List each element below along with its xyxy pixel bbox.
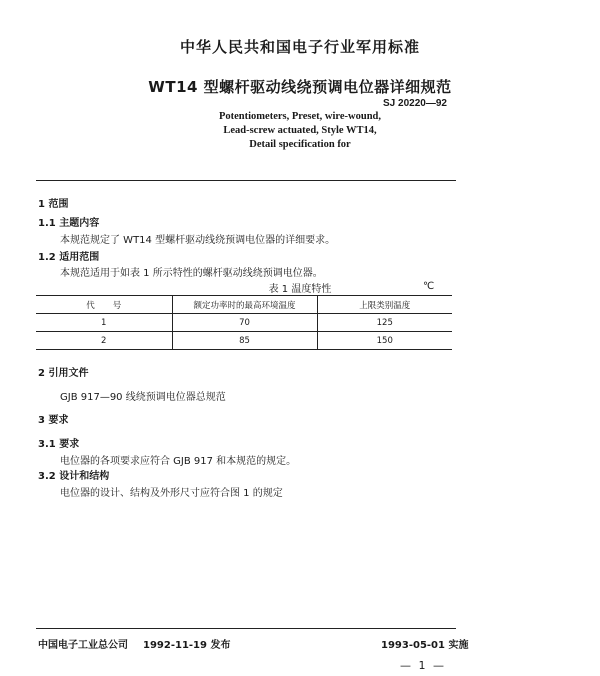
section-3-2-body: 电位器的设计、结构及外形尺寸应符合图 1 的规定 bbox=[60, 488, 283, 499]
standard-code: SJ 20220—92 bbox=[383, 98, 447, 109]
table-cell: 70 bbox=[172, 314, 317, 332]
issue-date: 1992-11-19 发布 bbox=[143, 640, 231, 651]
table-cell: 1 bbox=[36, 314, 172, 332]
table-row bbox=[36, 314, 452, 332]
footer-divider bbox=[36, 628, 456, 629]
table-cell: 85 bbox=[172, 332, 317, 350]
english-title-line-2: Lead-screw actuated, Style WT14, bbox=[223, 125, 377, 136]
section-2-body: GJB 917—90 线绕预调电位器总规范 bbox=[60, 392, 226, 403]
publisher: 中国电子工业总公司 bbox=[38, 640, 128, 651]
standard-type: 中华人民共和国电子行业军用标准 bbox=[179, 38, 420, 56]
section-3-1-body: 电位器的各项要求应符合 GJB 917 和本规范的规定。 bbox=[60, 456, 297, 467]
page-number: — 1 — bbox=[400, 659, 446, 672]
table-header-upper-category-temp: 上限类别温度 bbox=[317, 296, 452, 314]
section-1-1-body: 本规范规定了 WT14 型螺杆驱动线绕预调电位器的详细要求。 bbox=[60, 235, 336, 246]
table-cell: 150 bbox=[317, 332, 452, 350]
section-3-heading: 3 要求 bbox=[38, 415, 69, 426]
section-3-2-heading: 3.2 设计和结构 bbox=[38, 471, 110, 482]
table-header-max-ambient-temp: 额定功率时的最高环境温度 bbox=[172, 296, 317, 314]
table-header-code: 代号 bbox=[36, 296, 172, 314]
table-cell: 125 bbox=[317, 314, 452, 332]
section-2-heading: 2 引用文件 bbox=[38, 368, 89, 379]
table-header-row bbox=[36, 296, 452, 314]
section-1-1-heading: 1.1 主题内容 bbox=[38, 218, 100, 229]
english-title-line-1: Potentiometers, Preset, wire-wound, bbox=[218, 111, 382, 122]
effective-date: 1993-05-01 实施 bbox=[381, 640, 469, 651]
section-1-heading: 1 范围 bbox=[38, 199, 69, 210]
section-1-2-heading: 1.2 适用范围 bbox=[38, 252, 100, 263]
table-caption: 表 1 温度特性 bbox=[268, 284, 332, 295]
temperature-table bbox=[36, 295, 452, 350]
section-1-2-body: 本规范适用于如表 1 所示特性的螺杆驱动线绕预调电位器。 bbox=[60, 268, 323, 279]
section-3-1-heading: 3.1 要求 bbox=[38, 439, 80, 450]
table-cell: 2 bbox=[36, 332, 172, 350]
english-title-line-3: Detail specification for bbox=[249, 139, 351, 150]
table-unit: ℃ bbox=[423, 281, 435, 292]
document-title: WT14 型螺杆驱动线绕预调电位器详细规范 bbox=[148, 78, 452, 96]
table-row bbox=[36, 332, 452, 350]
header-divider bbox=[36, 180, 456, 181]
